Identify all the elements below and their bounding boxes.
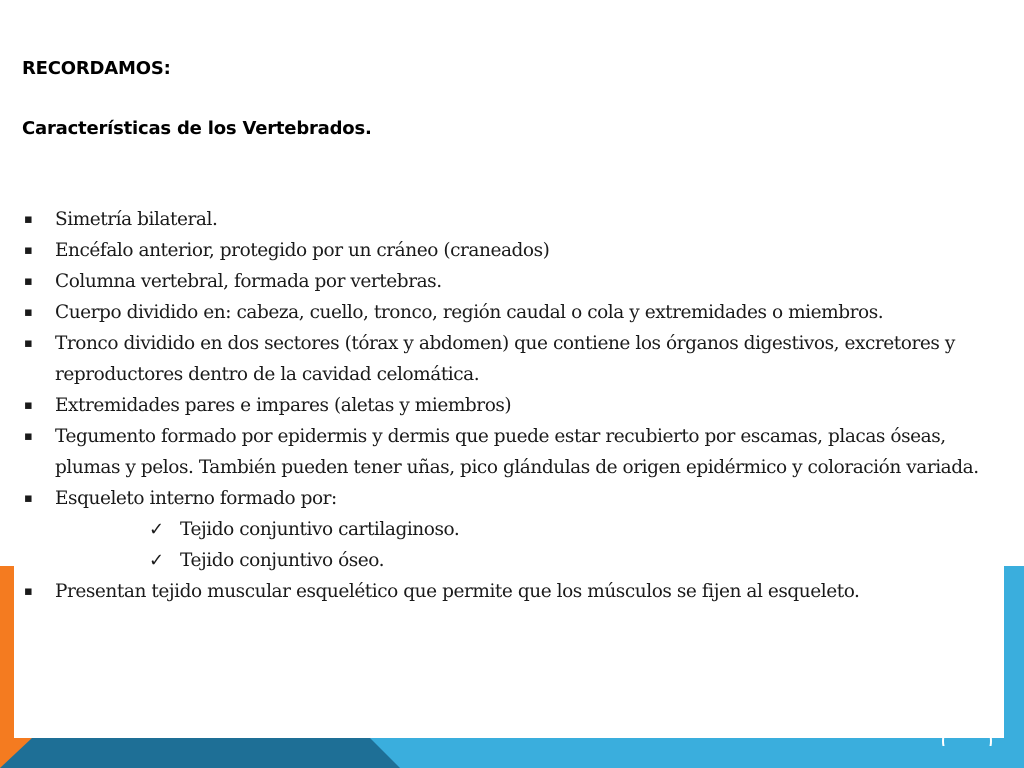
list-item-text: Cuerpo dividido en: cabeza, cuello, tronco, región caudal o cola y extremidades o miembros. [55, 302, 884, 323]
sub-list-item-text: Tejido conjuntivo óseo. [180, 550, 385, 571]
list-item-text: Columna vertebral, formada por vertebras. [55, 271, 442, 292]
list-item [22, 390, 982, 421]
square-bullet-icon: ▪ [24, 243, 33, 258]
square-bullet-icon: ▪ [24, 336, 33, 351]
sub-list-item [22, 514, 982, 545]
list-item [22, 235, 982, 266]
slide-heading: RECORDAMOS: [22, 58, 171, 79]
square-bullet-icon: ▪ [24, 429, 33, 444]
list-item [22, 421, 982, 483]
list-item-text: Presentan tejido muscular esquelético que permite que los músculos se fijen al esqueleto. [55, 581, 860, 602]
list-item-text: Tronco dividido en dos sectores (tórax y abdomen) que contiene los órganos digestivos, excretores y reproductores dentro de la cavidad celomática. [55, 333, 955, 385]
list-item-text: Simetría bilateral. [55, 209, 218, 230]
list-item [22, 483, 982, 514]
square-bullet-icon: ▪ [24, 274, 33, 289]
slide-subheading: Características de los Vertebrados. [22, 118, 372, 139]
square-bullet-icon: ▪ [24, 398, 33, 413]
checkmark-icon: ✓ [149, 519, 164, 540]
square-bullet-icon: ▪ [24, 305, 33, 320]
list-item [22, 328, 982, 390]
square-bullet-icon: ▪ [24, 491, 33, 506]
list-item [22, 204, 982, 235]
sub-list-item-text: Tejido conjuntivo cartilaginoso. [180, 519, 460, 540]
square-bullet-icon: ▪ [24, 212, 33, 227]
square-bullet-icon: ▪ [24, 584, 33, 599]
dark-blue-band [0, 738, 400, 768]
checkmark-icon: ✓ [149, 550, 164, 571]
list-item-text: Extremidades pares e impares (aletas y miembros) [55, 395, 512, 416]
list-item [22, 297, 982, 328]
list-item-text: Tegumento formado por epidermis y dermis que puede estar recubierto por escamas, placas óseas, plumas y pelos. También pueden tener uñas, pico glándulas de origen epidérmico y coloración variada. [55, 426, 979, 478]
characteristics-list [22, 204, 982, 607]
list-item [22, 576, 982, 607]
list-item-text: Encéfalo anterior, protegido por un cráneo (craneados) [55, 240, 550, 261]
list-item [22, 266, 982, 297]
sub-list-item [22, 545, 982, 576]
list-item-text: Esqueleto interno formado por: [55, 488, 337, 509]
